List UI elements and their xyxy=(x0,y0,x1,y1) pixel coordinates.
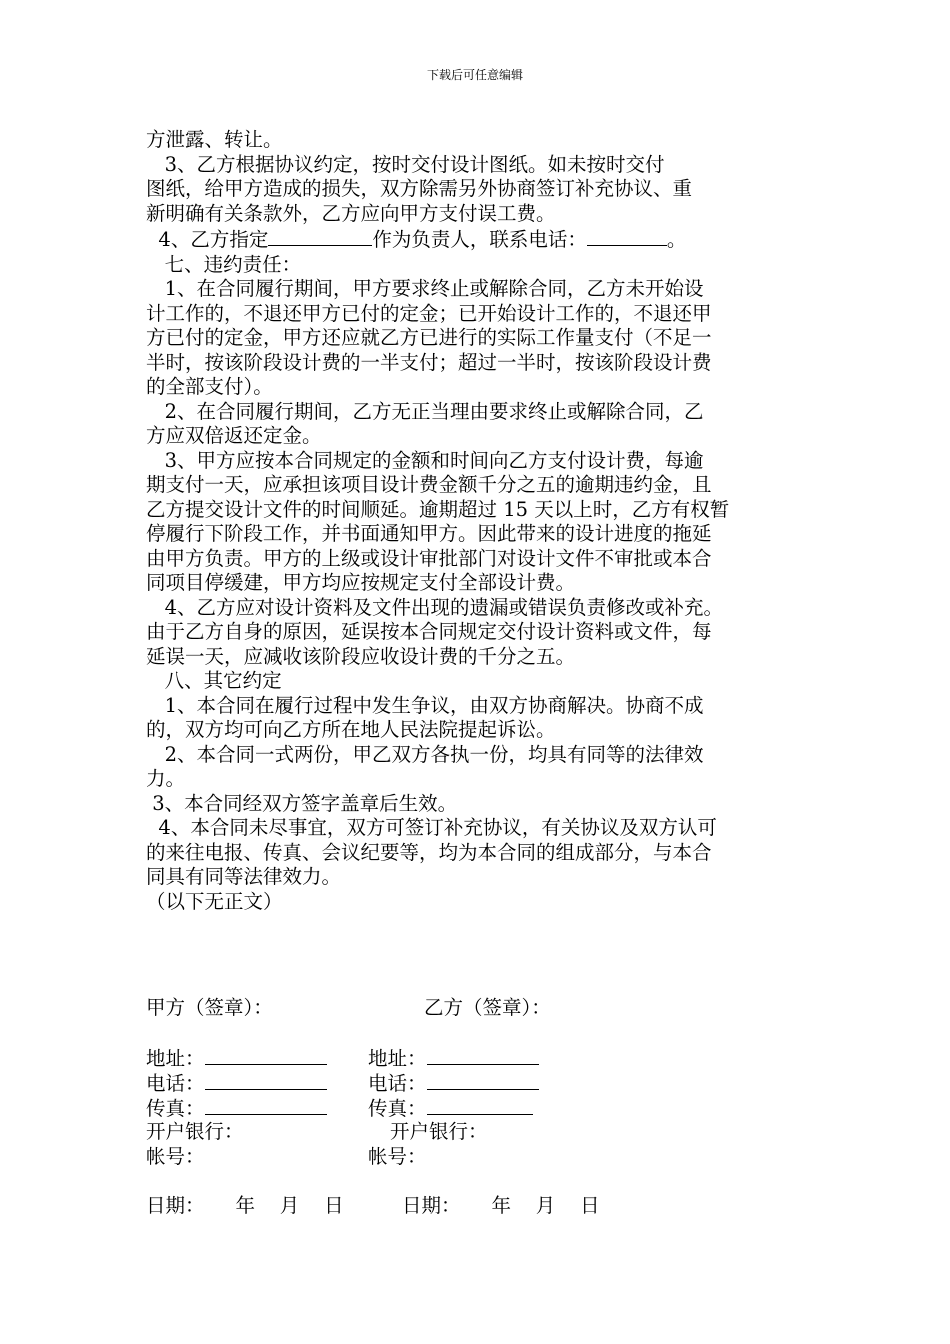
party-b-fax xyxy=(368,1095,533,1122)
body-line: 图纸，给甲方造成的损失，双方除需另外协商签订补充协议、重 xyxy=(146,177,693,200)
party-b-address xyxy=(368,1045,539,1072)
party-a-fax xyxy=(146,1095,327,1122)
body-line: 同项目停缓建，甲方均应按规定支付全部设计费。 xyxy=(146,571,576,594)
phone-label: 电话： xyxy=(146,1072,205,1095)
body-line: 的全部支付）。 xyxy=(146,375,273,398)
body-line: 同具有同等法律效力。 xyxy=(146,865,342,888)
party-a-address xyxy=(146,1045,327,1072)
body-line: （以下无正文） xyxy=(146,889,283,913)
party-a-bank: 开户银行： xyxy=(146,1120,244,1143)
phone-label: 电话： xyxy=(368,1072,427,1095)
body-line: 3、乙方根据协议约定，按时交付设计图纸。如未按时交付 xyxy=(146,152,665,176)
body-line: 期支付一天，应承担该项目设计费金额千分之五的逾期违约金，且 xyxy=(146,473,712,496)
page-header: 下载后可任意编辑 xyxy=(426,68,523,82)
party-a-account: 帐号： xyxy=(146,1145,205,1168)
body-line: 4、乙方应对设计资料及文件出现的遗漏或错误负责修改或补充。 xyxy=(146,595,724,619)
signature-block xyxy=(146,0,846,1344)
body-line: 的，双方均可向乙方所在地人民法院提起诉讼。 xyxy=(146,718,556,741)
section-title: 七、违约责任： xyxy=(146,252,302,276)
responsible-prefix: 4、乙方指定 xyxy=(146,228,269,251)
body-line: 3、甲方应按本合同规定的金额和时间向乙方支付设计费，每逾 xyxy=(146,448,704,472)
body-line: 4、本合同未尽事宜，双方可签订补充协议，有关协议及双方认可 xyxy=(146,816,717,839)
phone-blank xyxy=(427,1070,539,1090)
body-line: 方已付的定金，甲方还应就乙方已进行的实际工作量支付（不足一 xyxy=(146,326,712,349)
responsible-middle: 作为负责人，联系电话： xyxy=(372,228,587,251)
body-line: 延误一天，应减收该阶段应收设计费的千分之五。 xyxy=(146,644,576,668)
body-line: 由甲方负责。甲方的上级或设计审批部门对设计文件不审批或本合 xyxy=(146,546,712,570)
responsible-suffix: 。 xyxy=(666,228,687,251)
fax-label: 传真： xyxy=(368,1097,427,1120)
fax-label: 传真： xyxy=(146,1097,205,1120)
body-line: 停履行下阶段工作，并书面通知甲方。因此带来的设计进度的拖延 xyxy=(146,522,712,545)
address-blank xyxy=(205,1045,327,1065)
party-b-seal: 乙方（签章）： xyxy=(424,996,551,1019)
body-line: 新明确有关条款外，乙方应向甲方支付误工费。 xyxy=(146,201,556,225)
party-b-date: 日期： 年 月 日 xyxy=(402,1194,600,1217)
party-a-date: 日期： 年 月 日 xyxy=(146,1194,344,1217)
party-b-account: 帐号： xyxy=(368,1145,427,1168)
body-line: 2、本合同一式两份，甲乙双方各执一份，均具有同等的法律效 xyxy=(146,742,704,766)
address-label: 地址： xyxy=(146,1047,205,1070)
body-line: 乙方提交设计文件的时间顺延。逾期超过 15 天以上时，乙方有权暂 xyxy=(146,497,730,521)
party-b-phone xyxy=(368,1070,539,1097)
phone-blank xyxy=(205,1070,327,1090)
body-line: 的来往电报、传真、会议纪要等，均为本合同的组成部分，与本合 xyxy=(146,840,712,864)
body-line: 1、本合同在履行过程中发生争议，由双方协商解决。协商不成 xyxy=(146,693,704,717)
body-line: 由于乙方自身的原因，延误按本合同规定交付设计资料或文件，每 xyxy=(146,620,712,643)
body-line: 2、在合同履行期间，乙方无正当理由要求终止或解除合同，乙 xyxy=(146,399,704,423)
address-label: 地址： xyxy=(368,1047,427,1070)
fax-blank xyxy=(427,1095,533,1115)
section-title: 八、其它约定 xyxy=(146,669,282,692)
party-b-bank: 开户银行： xyxy=(390,1120,488,1143)
body-line: 方泄露、转让。 xyxy=(146,128,283,151)
party-a-seal: 甲方（签章）： xyxy=(146,996,273,1019)
fax-blank xyxy=(205,1095,327,1115)
address-blank xyxy=(427,1045,539,1065)
body-line: 1、在合同履行期间，甲方要求终止或解除合同，乙方未开始设 xyxy=(146,277,704,300)
body-line: 方应双倍返还定金。 xyxy=(146,424,322,447)
party-a-phone xyxy=(146,1070,327,1097)
body-line: 3、本合同经双方签字盖章后生效。 xyxy=(146,791,458,815)
body-line: 半时，按该阶段设计费的一半支付；超过一半时，按该阶段设计费 xyxy=(146,350,712,374)
body-line: 计工作的，不退还甲方已付的定金；已开始设计工作的，不退还甲 xyxy=(146,301,712,325)
body-line: 力。 xyxy=(146,767,186,790)
